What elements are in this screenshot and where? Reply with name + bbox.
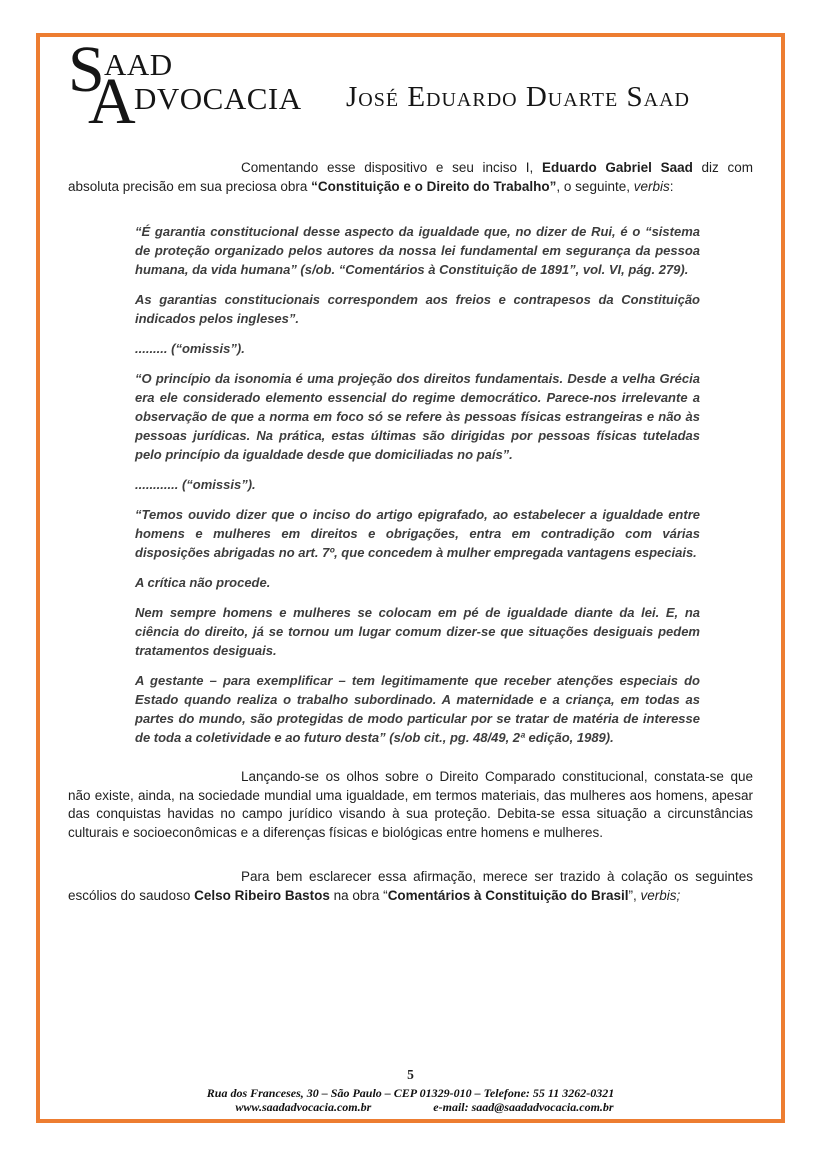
- quote-paragraph: “Temos ouvido dizer que o inciso do artigo epigrafado, ao estabelecer a igualdade entre homens e mulheres em direitos e obrigações, entra em contradição com várias disposições abrigadas no art. 7º, que concedem à mulher empregada vantagens especiais.: [135, 507, 700, 560]
- text-segment: :: [669, 178, 674, 194]
- firm-logo: [68, 33, 753, 138]
- quote-paragraph: Nem sempre homens e mulheres se colocam em pé de igualdade diante da lei. E, na ciência do direito, já se tornou um lugar comum dizer-se que situações desiguais pedem tratamentos desiguais.: [135, 605, 700, 658]
- comparado-paragraph: [68, 768, 753, 842]
- quote-paragraph: “O princípio da isonomia é uma projeção dos direitos fundamentais. Desde a velha Grécia era ele considerado elemento essencial do regime democrático. Parece-nos irrelevante a observação de que a norma em foco só se refere às pessoas físicas estrangeiras e não às pessoas jurídicas. Na prática, estas últimas são dirigidas por pessoas físicas tuteladas pelo princípio da igualdade desde que domiciliadas no país”.: [135, 371, 700, 462]
- page-number: 5: [407, 1067, 414, 1082]
- lawyer-name: José Eduardo Duarte Saad: [346, 81, 690, 113]
- text-segment: verbis;: [640, 887, 681, 903]
- quoted-doctrine-block: [135, 222, 700, 747]
- footer-contacts: [54, 1100, 795, 1114]
- text-segment: verbis: [633, 178, 670, 194]
- closing-paragraph: [68, 868, 753, 905]
- text-segment: Comentando esse dispositivo e seu inciso I,: [241, 160, 542, 175]
- text-segment: Comentários à Constituição do Brasil: [387, 887, 629, 903]
- page-footer: [40, 1067, 781, 1114]
- footer-email: e-mail: saad@saadadvocacia.com.br: [433, 1100, 614, 1114]
- logo-word-saad: AAD: [104, 47, 173, 82]
- quote-paragraph: A gestante – para exemplificar – tem legitimamente que receber atenções especiais do Estado quando realiza o trabalho subordinado. A maternidade e a criança, em todas as partes do mundo, são protegidas de modo particular por se tratar de matéria de interesse de toda a coletividade e ao futuro desta” (s/ob cit., pg. 48/49, 2ª edição, 1989).: [135, 673, 700, 745]
- page-border: [36, 33, 785, 1123]
- intro-paragraph: [68, 159, 753, 196]
- page-content: [40, 33, 781, 1119]
- text-segment: diz com absoluta precisão em sua preciosa obra: [68, 160, 753, 194]
- text-segment: “Constituição e o Direito do Trabalho”: [311, 178, 557, 194]
- quote-paragraph: ............ (“omissis”).: [135, 477, 256, 492]
- logo-letter-a: A: [88, 65, 136, 138]
- footer-address: Rua dos Franceses, 30 – São Paulo – CEP 01329-010 – Telefone: 55 11 3262-0321: [206, 1086, 615, 1100]
- text-segment: , o seguinte,: [556, 178, 634, 194]
- footer-website: www.saadadvocacia.com.br: [235, 1100, 372, 1114]
- logo-letter-s: S: [68, 33, 105, 106]
- quote-paragraph: ......... (“omissis”).: [135, 341, 245, 356]
- text-segment: Lançando-se os olhos sobre o Direito Comparado constitucional, constata-se que não existe, ainda, na sociedade mundial uma igualdade, em termos materiais, das mulheres aos homens, apesar das conquistas havidas no campo jurídico visando à sua proteção. Debita-se essa situação a circunstâncias culturais e socioeconômicas e a diferenças físicas e biológicas entre homens e mulheres.: [68, 769, 753, 840]
- quote-paragraph: A crítica não procede.: [135, 575, 271, 590]
- text-segment: Eduardo Gabriel Saad: [541, 160, 693, 175]
- quote-paragraph: “É garantia constitucional desse aspecto da igualdade que, no dizer de Rui, é o “sistema de proteção organizado pelos autores da nossa lei fundamental em segurança da pessoa humana, da vida humana” (s/ob. “Comentários à Constituição de 1891”, vol. VI, pág. 279).: [135, 224, 700, 277]
- logo-word-advocacia: DVOCACIA: [134, 81, 302, 116]
- text-segment: Para bem esclarecer essa afirmação, merece ser trazido à colação os seguintes escólios do saudoso: [68, 869, 753, 903]
- text-segment: na obra “: [329, 887, 388, 903]
- text-segment: Celso Ribeiro Bastos: [194, 887, 330, 903]
- quote-paragraph: As garantias constitucionais correspondem aos freios e contrapesos da Constituição indicados pelos ingleses”.: [135, 292, 700, 326]
- text-segment: ”,: [628, 887, 641, 903]
